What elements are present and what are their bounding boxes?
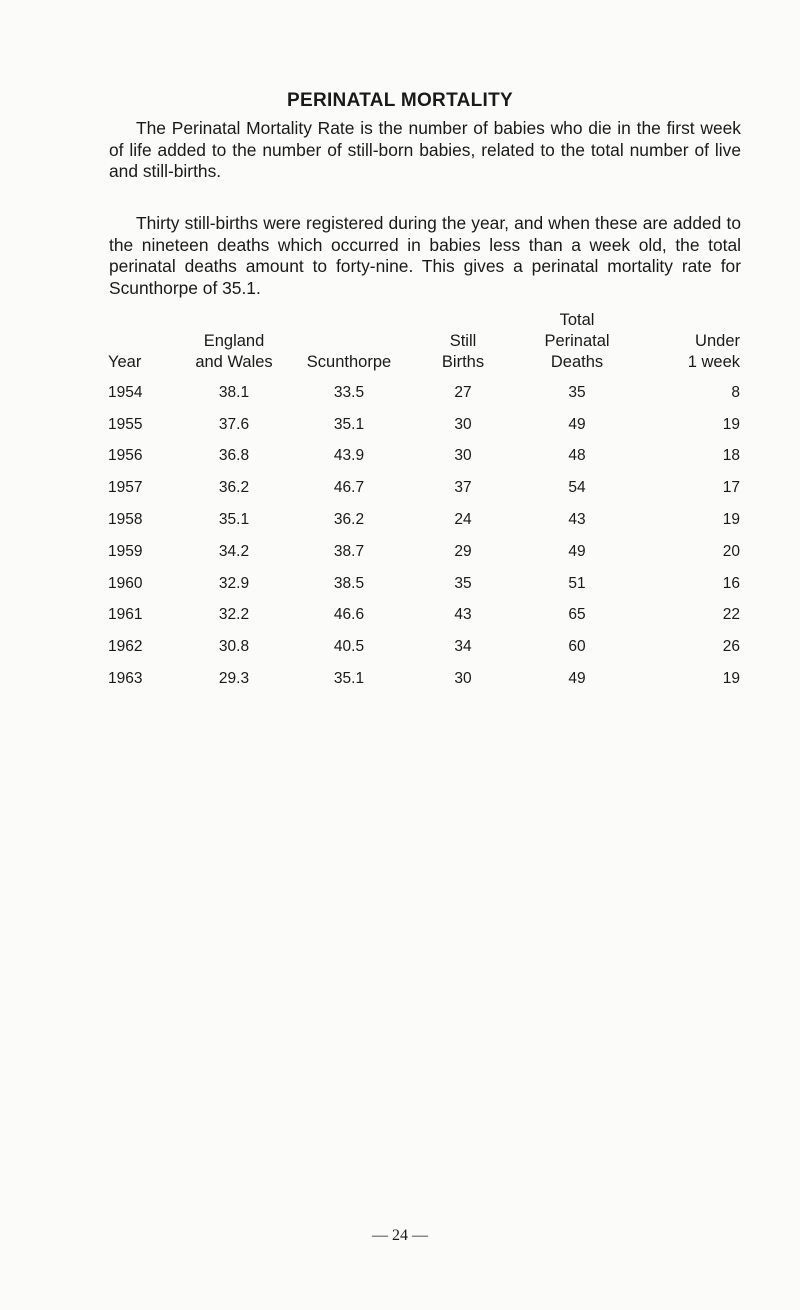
header-still-births-line: Still [449, 332, 477, 350]
cell-year: 1959 [108, 542, 143, 560]
cell-under-1-week: 20 [722, 542, 740, 560]
header-under-1-week-line: 1 week [687, 353, 740, 371]
cell-scunthorpe: 38.5 [333, 574, 365, 592]
header-still-births [408, 310, 518, 377]
cell-total-perinatal: 35 [568, 383, 586, 401]
page-number: — 24 — [372, 1227, 428, 1244]
cell-total-perinatal: 49 [568, 670, 586, 688]
cell-total-perinatal: 51 [568, 574, 586, 592]
header-year [108, 310, 178, 377]
cell-year: 1958 [108, 511, 143, 529]
perinatal-mortality-table [108, 310, 740, 695]
header-scunthorpe-line: Scunthorpe [306, 353, 392, 371]
cell-scunthorpe: 46.7 [333, 479, 365, 497]
cell-under-1-week: 26 [722, 638, 740, 656]
cell-year: 1955 [108, 415, 143, 433]
cell-england-wales: 29.3 [218, 670, 250, 688]
cell-under-1-week: 19 [722, 415, 740, 433]
cell-scunthorpe: 35.1 [333, 415, 365, 433]
cell-england-wales: 36.2 [218, 479, 250, 497]
header-total-perinatal-deaths [518, 310, 636, 377]
cell-year: 1962 [108, 638, 143, 656]
header-total-perinatal-line: Total [559, 311, 595, 329]
cell-total-perinatal: 49 [568, 415, 586, 433]
cell-scunthorpe: 38.7 [333, 542, 365, 560]
cell-year: 1957 [108, 479, 143, 497]
cell-under-1-week: 22 [722, 606, 740, 624]
cell-still-births: 30 [454, 415, 472, 433]
cell-still-births: 34 [454, 638, 472, 656]
cell-total-perinatal: 49 [568, 542, 586, 560]
table-row [108, 568, 740, 600]
cell-still-births: 35 [454, 574, 472, 592]
table-header-row [108, 310, 740, 377]
table-header [108, 310, 740, 377]
cell-england-wales: 30.8 [218, 638, 250, 656]
cell-england-wales: 32.2 [218, 606, 250, 624]
table-body [108, 377, 740, 695]
cell-scunthorpe: 46.6 [333, 606, 365, 624]
cell-total-perinatal: 54 [568, 479, 586, 497]
table-row [108, 536, 740, 568]
header-under-1-week-line: Under [695, 332, 740, 350]
cell-total-perinatal: 48 [568, 447, 586, 465]
cell-year: 1954 [108, 383, 143, 401]
cell-year: 1963 [108, 670, 143, 688]
header-england-wales [178, 310, 290, 377]
table-row [108, 504, 740, 536]
paragraph-definition: The Perinatal Mortality Rate is the number of babies who die in the first week of life added to the number of still-born babies, related to the total number of live and still-births. [109, 118, 741, 181]
cell-under-1-week: 17 [722, 479, 740, 497]
cell-still-births: 43 [454, 606, 472, 624]
cell-england-wales: 37.6 [218, 415, 250, 433]
cell-total-perinatal: 43 [568, 511, 586, 529]
cell-year: 1960 [108, 574, 143, 592]
cell-under-1-week: 18 [722, 447, 740, 465]
header-still-births-line: Births [441, 353, 485, 371]
table-row [108, 631, 740, 663]
cell-total-perinatal: 60 [568, 638, 586, 656]
header-england-wales-line: and Wales [195, 353, 273, 371]
table-row [108, 600, 740, 632]
page-title: PERINATAL MORTALITY [287, 90, 513, 111]
cell-england-wales: 35.1 [218, 511, 250, 529]
header-year-line: Year [108, 353, 142, 371]
cell-year: 1961 [108, 606, 143, 624]
cell-under-1-week: 19 [722, 670, 740, 688]
cell-scunthorpe: 40.5 [333, 638, 365, 656]
cell-still-births: 30 [454, 447, 472, 465]
cell-still-births: 29 [454, 542, 472, 560]
cell-scunthorpe: 36.2 [333, 511, 365, 529]
table-row [108, 409, 740, 441]
cell-still-births: 30 [454, 670, 472, 688]
cell-england-wales: 38.1 [218, 383, 250, 401]
header-under-1-week [636, 310, 740, 377]
header-scunthorpe [290, 310, 408, 377]
header-england-wales-line: England [203, 332, 265, 350]
cell-scunthorpe: 35.1 [333, 670, 365, 688]
cell-still-births: 27 [454, 383, 472, 401]
cell-year: 1956 [108, 447, 143, 465]
table-row [108, 377, 740, 409]
table-row [108, 441, 740, 473]
cell-england-wales: 32.9 [218, 574, 250, 592]
cell-under-1-week: 16 [722, 574, 740, 592]
cell-england-wales: 34.2 [218, 542, 250, 560]
cell-still-births: 24 [454, 511, 472, 529]
cell-england-wales: 36.8 [218, 447, 250, 465]
cell-under-1-week: 19 [722, 511, 740, 529]
paragraph-summary: Thirty still-births were registered during the year, and when these are added to the nineteen deaths which occurred in babies less than a week old, the total perinatal deaths amount to forty-nine. This gives a perinatal mortality rate for Scunthorpe of 35.1. [109, 213, 741, 298]
cell-under-1-week: 8 [731, 383, 740, 401]
cell-scunthorpe: 33.5 [333, 383, 365, 401]
cell-scunthorpe: 43.9 [333, 447, 365, 465]
header-total-perinatal-line: Deaths [550, 353, 604, 371]
table-row [108, 663, 740, 695]
header-total-perinatal-line: Perinatal [544, 332, 610, 350]
cell-still-births: 37 [454, 479, 472, 497]
table-row [108, 472, 740, 504]
cell-total-perinatal: 65 [568, 606, 586, 624]
